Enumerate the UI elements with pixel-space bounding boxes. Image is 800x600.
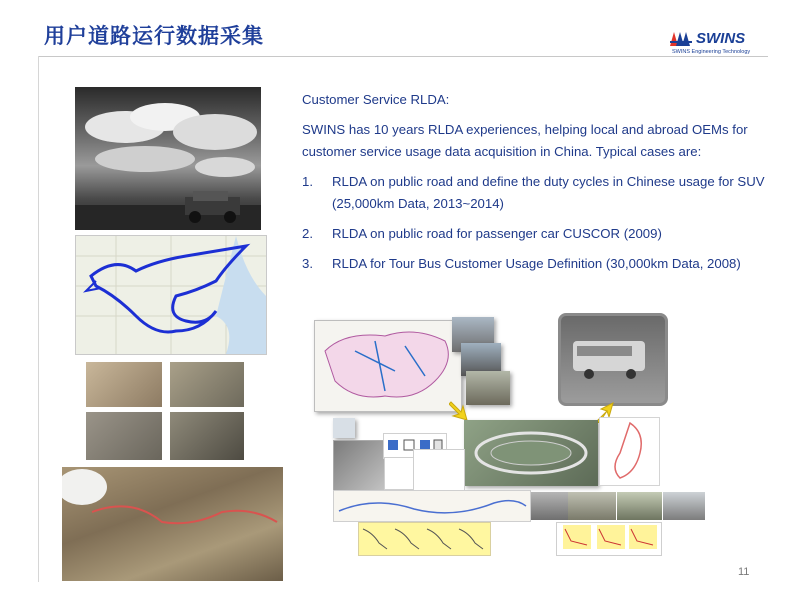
left-divider — [38, 56, 39, 582]
logo-subtitle: SWINS Engineering Technology — [672, 49, 751, 55]
content-text — [302, 89, 772, 283]
route-map-thumbnail-3 — [86, 412, 162, 460]
china-province-map-icon — [315, 321, 461, 411]
list-item-text: RLDA on public road and define the duty cycles in Chinese usage for SUV (25,000km Data, 2013~2014) — [332, 174, 765, 211]
vehicle-photo — [333, 418, 355, 438]
yellow-plots-icon — [359, 523, 490, 555]
test-track-aerial — [464, 420, 598, 486]
content-heading: Customer Service RLDA: — [302, 92, 450, 107]
road-surface-photo-4 — [663, 492, 705, 520]
logo-mark-icon — [670, 32, 696, 46]
test-track-outline — [599, 417, 660, 486]
page-number: 11 — [738, 566, 750, 578]
test-track-icon — [464, 420, 598, 486]
list-item — [302, 171, 772, 215]
list-item-text: RLDA on public road for passenger car CUSCOR (2009) — [332, 226, 662, 241]
duty-cycle-plots — [556, 522, 662, 556]
logo-text: SWINS — [696, 30, 746, 47]
route-strip-map — [333, 490, 531, 522]
bus-photo — [558, 313, 668, 406]
list-item-text: RLDA for Tour Bus Customer Usage Definition (30,000km Data, 2008) — [332, 256, 741, 271]
jeep-sky-photo — [75, 87, 261, 230]
duty-cycle-plot-icon — [557, 523, 661, 555]
list-item — [302, 223, 772, 245]
sensor-photo-grid — [333, 440, 385, 494]
list-item-number: 2. — [302, 226, 313, 241]
road-photo-3 — [466, 371, 510, 405]
yellow-arrow-icon — [449, 400, 469, 422]
list-item-number: 3. — [302, 256, 313, 271]
list-item — [302, 253, 772, 275]
bus-schematic — [413, 449, 465, 491]
satellite-route-photo — [62, 467, 283, 581]
route-map-thumbnail-1 — [86, 362, 162, 407]
route-map-icon — [76, 236, 266, 354]
track-outline-icon — [600, 418, 659, 485]
road-surface-photo-3 — [617, 492, 662, 520]
swins-logo — [670, 28, 762, 58]
page-title: 用户道路运行数据采集 — [44, 24, 264, 48]
china-road-map — [314, 320, 462, 412]
satellite-route-icon — [62, 467, 283, 581]
route-map-thumbnail-2 — [170, 362, 244, 407]
clouds-and-jeep-icon — [75, 87, 261, 230]
header-divider — [38, 56, 768, 57]
bus-icon — [561, 316, 659, 397]
yellow-plot-panel — [358, 522, 491, 556]
route-map-thumbnail-4 — [170, 412, 244, 460]
china-route-map — [75, 235, 267, 355]
content-intro: SWINS has 10 years RLDA experiences, helping local and abroad OEMs for customer service usage data acquisition in China. Typical cases are: — [302, 122, 748, 159]
road-surface-photo-2 — [568, 492, 616, 520]
route-strip-icon — [334, 491, 530, 521]
list-item-number: 1. — [302, 174, 313, 189]
